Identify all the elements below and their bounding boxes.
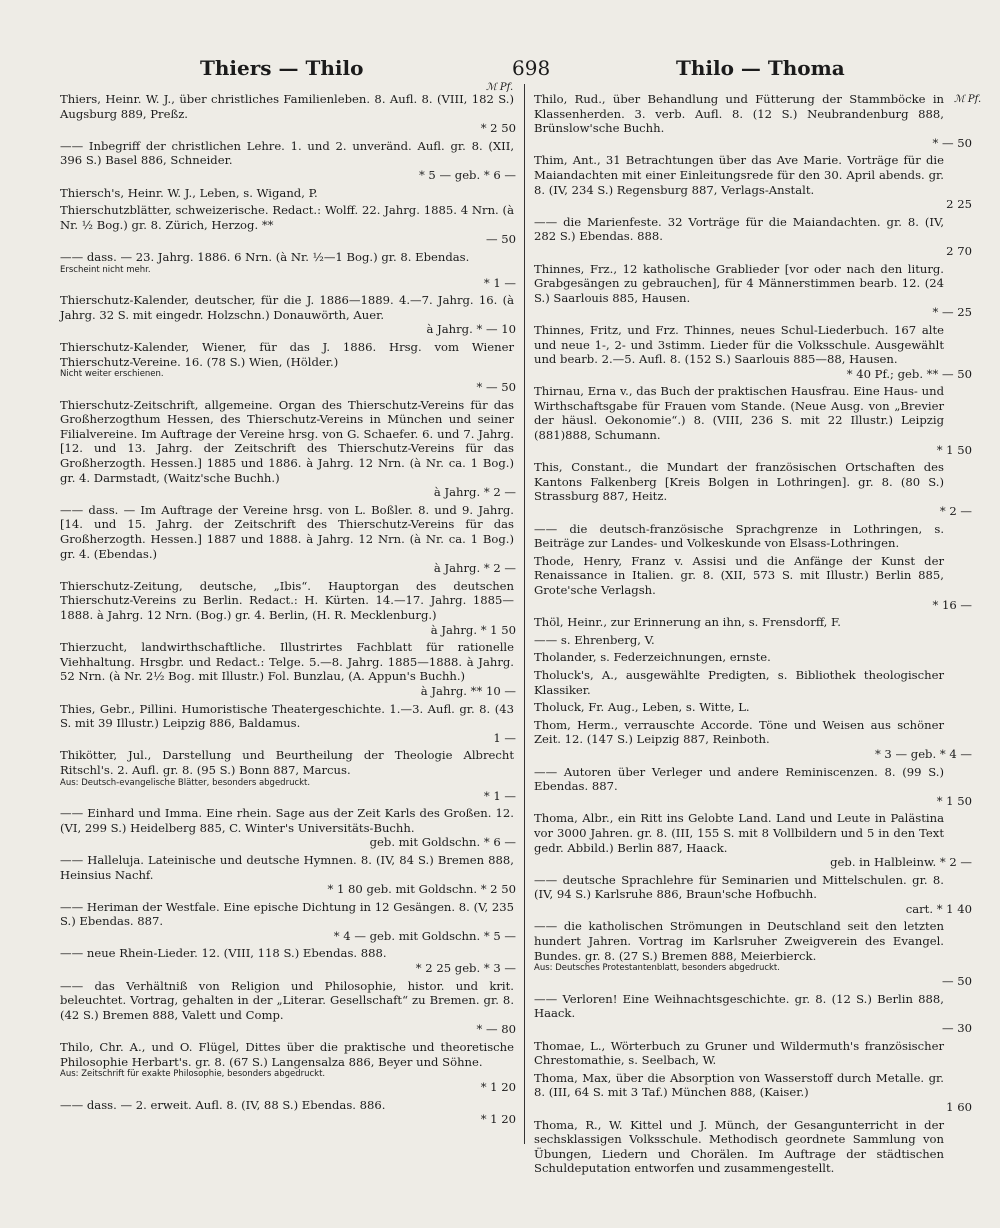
entry-price: geb. mit Goldschn. * 6 — (369, 835, 516, 850)
entry-price: * 3 — geb. * 4 — (874, 746, 972, 761)
entry-price: * 1 80 geb. mit Goldschn. * 2 50 (327, 882, 516, 897)
catalog-entry (60, 250, 516, 290)
catalog-entry (534, 919, 972, 989)
catalog-entry (60, 503, 516, 576)
entry-price: — 50 (941, 974, 972, 989)
catalog-entry (534, 991, 972, 1036)
catalog-entry (60, 806, 516, 850)
catalog-entry (534, 872, 972, 917)
catalog-entry (60, 946, 516, 975)
entry-note: Aus: Deutsch-evangelische Blätter, besonders abgedruckt. (60, 777, 311, 788)
entry-price: * — 80 (476, 1022, 516, 1037)
entry-price: cart. * 1 40 (905, 901, 972, 916)
entry-text: Tholuck, Fr. Aug., Leben, s. Witte, L. (534, 700, 750, 715)
catalog-entry (60, 748, 516, 803)
entry-note: Aus: Zeitschrift für exakte Philosophie, besonders abgedruckt. (60, 1069, 326, 1080)
entry-text: Thilo, Chr. A., und O. Flügel, Dittes über die praktische und theoretische Philosophie Herbart's. gr. 8. (67 S.) Langensalza 886, Beyer und Söhne. (60, 1040, 514, 1069)
currency-header-right: ℳ Pf. (954, 94, 982, 105)
entry-text: —— dass. — 23. Jahrg. 1886. 6 Nrn. (à Nr. ½—1 Bog.) gr. 8. Ebendas. (60, 249, 470, 264)
catalog-entry (60, 92, 516, 136)
entry-price: * 40 Pf.; geb. ** — 50 (846, 366, 972, 381)
entry-text: Thinnes, Frz., 12 katholische Grablieder [vor oder nach den liturg. Grabgesängen zu gebrauchen], für 4 Männerstimmen bearb. 12. (24 S.) Saarlouis 885, Hausen. (534, 261, 944, 305)
entry-price: à Jahrg. * 1 50 (430, 622, 516, 637)
entry-price: 1 60 (946, 1100, 972, 1114)
catalog-entry (534, 764, 972, 809)
entry-price: 2 25 (946, 197, 972, 212)
entry-note: Erscheint nicht mehr. (60, 264, 151, 275)
catalog-entry (60, 979, 516, 1037)
catalog-entry (534, 1118, 964, 1176)
entry-price: à Jahrg. * 2 — (433, 485, 516, 500)
catalog-entry (534, 668, 964, 697)
entry-text: This, Constant., die Mundart der französischen Ortschaften des Kantons Falkenberg [Kreis Bolgen in Lothringen]. gr. 8. (80 S.) Strassburg 887, Heitz. (534, 460, 944, 504)
catalog-entry (60, 853, 516, 897)
entry-text: —— Inbegriff der christlichen Lehre. 1. und 2. unveränd. Aufl. gr. 8. (XII, 396 S.) Basel 886, Schneider. (60, 138, 514, 168)
entry-text: —— die katholischen Strömungen in Deutschland seit den letzten hundert Jahren. Vortrag im Karlsruher Zweigverein des Evangel. Bundes. gr. 8. (27 S.) Bremen 888, Meierbierck. (534, 919, 944, 963)
entry-text: —— die deutsch-französische Sprachgrenze in Lothringen, s. Beiträge zur Landes- und Volkeskunde von Elsass-Lothringen. (534, 521, 944, 551)
column-divider (524, 84, 525, 1144)
entry-price: * 1 50 (936, 793, 972, 808)
entry-price: — 50 (485, 232, 516, 247)
catalog-entry (60, 293, 516, 337)
entry-text: Thoma, R., W. Kittel und J. Münch, der Gesangunterricht in der sechsklassigen Volksschule. Methodisch geordnete Sammlung von Übungen, Liedern und Chorälen. Im Auftrage der städtischen Schuldeputation entworfen und zusammengestellt. (534, 1117, 944, 1176)
entry-text: Thierschutz-Zeitung, deutsche, „Ibis“. Hauptorgan des deutschen Thierschutz-Vereins zu Berlin. Redact.: H. Kürten. 14.—17. Jahrg. 1885—1888. à Jahrg. 12 Nrn. (Bog.) gr. 4. Berlin, (H. R. Mecklenburg.) (60, 578, 514, 622)
catalog-entry (534, 214, 972, 259)
entry-price: geb. in Halbleinw. * 2 — (830, 855, 972, 870)
entry-price: à Jahrg. * — 10 (426, 322, 516, 337)
entry-text: Thirnau, Erna v., das Buch der praktischen Hausfrau. Eine Haus- und Wirthschaftsgabe für Frauen vom Stande. (Neue Ausg. von „Brevier der häusl. Oekonomie“.) 8. (VIII, 236 S. mit 22 Illustr.) Leipzig (881)888, Schumann. (534, 384, 944, 443)
running-head-left: Thiers — Thilo (200, 56, 364, 80)
entry-text: Tholuck's, A., ausgewählte Predigten, s. Bibliothek theologischer Klassiker. (534, 667, 944, 697)
entry-text: —— dass. — Im Auftrage der Vereine hrsg. von L. Boßler. 8. und 9. Jahrg. [14. und 15. Jahrg. der Zeitschrift des Thierschutz-Vereins für das Großherzogth. Hessen.] 1887 und 1888. à Jahrg. 12 Nrn. (à Nr. ca. 1 Bog.) gr. 4. (Ebendas.) (60, 502, 514, 561)
entry-text: Thim, Ant., 31 Betrachtungen über das Ave Marie. Vorträge für die Maiandachten mit einer Einleitungsrede für den 30. April abends. gr. 8. (IV, 234 S.) Regensburg 887, Verlags-Anstalt. (534, 153, 944, 197)
entry-price: * 4 — geb. mit Goldschn. * 5 — (333, 928, 516, 943)
catalog-entry (60, 702, 516, 746)
catalog-entry (60, 139, 516, 183)
entry-note: Nicht weiter erschienen. (60, 369, 164, 380)
entry-text: Thomae, L., Wörterbuch zu Gruner und Wildermuth's französischer Chrestomathie, s. Seelbach, W. (534, 1038, 944, 1068)
entry-text: Thierschutzblätter, schweizerische. Redact.: Wolff. 22. Jahrg. 1885. 4 Nrn. (à Nr. ½ Bog.) gr. 8. Zürich, Herzog. ** (60, 203, 514, 232)
entry-text: Thoma, Albr., ein Ritt ins Gelobte Land. Land und Leute in Palästina vor 3000 Jahren. gr. 8. (III, 155 S. mit 8 Vollbildern und 5 in den Text gedr. Abbild.) Berlin 887, Haack. (534, 811, 944, 855)
entry-price: * 16 — (932, 597, 972, 612)
catalog-entry (534, 384, 972, 457)
catalog-entry (534, 700, 964, 715)
catalog-entry (534, 460, 972, 519)
catalog-entry (60, 640, 516, 698)
catalog-entry (60, 340, 516, 395)
entry-price: * 1 — (483, 788, 516, 803)
entry-price: * 1 — (483, 275, 516, 290)
entry-price: à Jahrg. ** 10 — (420, 683, 516, 698)
entry-price: * — 50 (476, 380, 516, 395)
catalog-entry (534, 1039, 964, 1068)
entry-text: Thies, Gebr., Pillini. Humoristische Theatergeschichte. 1.—3. Aufl. gr. 8. (43 S. mit 39 Illustr.) Leipzig 886, Baldamus. (60, 701, 514, 731)
entry-price: 2 70 (946, 243, 972, 258)
currency-header-left: ℳ Pf. (486, 82, 514, 93)
entry-price: * 1 50 (936, 442, 972, 457)
entry-text: —— Verloren! Eine Weihnachtsgeschichte. gr. 8. (12 S.) Berlin 888, Haack. (534, 991, 944, 1021)
catalog-entry (60, 398, 516, 500)
entry-text: —— Einhard und Imma. Eine rhein. Sage aus der Zeit Karls des Großen. 12. (VI, 299 S.) Heidelberg 885, C. Winter's Universitäts-Buchh. (60, 806, 514, 835)
entry-price: à Jahrg. * 2 — (433, 561, 516, 576)
entry-text: —— die Marienfeste. 32 Vorträge für die Maiandachten. gr. 8. (IV, 282 S.) Ebendas. 888. (534, 214, 944, 244)
entry-price: * 1 20 (480, 1112, 516, 1127)
entry-text: —— dass. — 2. erweit. Aufl. 8. (IV, 88 S.) Ebendas. 886. (60, 1097, 386, 1112)
catalog-entry (60, 579, 516, 637)
catalog-entry (60, 203, 516, 247)
entry-text: —— neue Rhein-Lieder. 12. (VIII, 118 S.) Ebendas. 888. (60, 946, 387, 961)
running-head-right: Thilo — Thoma (676, 56, 845, 80)
catalog-entry (534, 553, 972, 612)
entry-text: Tholander, s. Federzeichnungen, ernste. (534, 650, 771, 665)
entry-text: Thikötter, Jul., Darstellung und Beurtheilung der Theologie Albrecht Ritschl's. 2. Aufl. gr. 8. (95 S.) Bonn 887, Marcus. (60, 748, 514, 777)
catalog-entry (534, 717, 972, 762)
entry-text: Thierzucht, landwirthschaftliche. Illustrirtes Fachblatt für rationelle Viehhaltung. Hrsgbr. und Redact.: Telge. 5.—8. Jahrg. 1885—1888. à Jahrg. 52 Nrn. (à Nr. 2½ Bog. mit Illustr.) Fol. Bunzlau, (A. Appun's Buchh.) (60, 640, 514, 684)
entry-text: —— s. Ehrenberg, V. (534, 632, 655, 647)
entry-text: Thiersch's, Heinr. W. J., Leben, s. Wigand, P. (60, 185, 318, 200)
catalog-entry (534, 261, 972, 320)
catalog-entry (60, 186, 516, 201)
entry-text: —— Autoren über Verleger und andere Reminiscenzen. 8. (99 S.) Ebendas. 887. (534, 764, 944, 794)
catalog-entry (534, 633, 964, 648)
entry-text: Thoma, Max, über die Absorption von Wasserstoff durch Metalle. gr. 8. (III, 64 S. mit 3 Taf.) München 888, (Kaiser.) (534, 1070, 944, 1100)
entry-text: —— das Verhältniß von Religion und Philosophie, histor. und krit. beleuchtet. Vortrag, gehalten in der „Literar. Gesellschaft“ zu Bremen. gr. 8. (42 S.) Bremen 888, Valett und Comp. (60, 978, 514, 1022)
entry-text: Thierschutz-Kalender, Wiener, für das J. 1886. Hrsg. vom Wiener Thierschutz-Vereine. 16. (78 S.) Wien, (Hölder.) (60, 339, 514, 369)
entry-price: 1 — (493, 730, 516, 745)
catalog-entry (534, 811, 972, 870)
entry-text: —— deutsche Sprachlehre für Seminarien und Mittelschulen. gr. 8. (IV, 94 S.) Karlsruhe 886, Braun'sche Hofbuchh. (534, 872, 944, 902)
catalog-entry (60, 1098, 516, 1127)
catalog-entry (534, 322, 972, 381)
entry-text: Thom, Herm., verrauschte Accorde. Töne und Weisen aus schöner Zeit. 12. (147 S.) Leipzig 887, Reinboth. (534, 717, 944, 747)
entry-text: Thinnes, Fritz, und Frz. Thinnes, neues Schul-Liederbuch. 167 alte und neue 1-, 2- und 3stimm. Lieder für die Volksschule. Ausgewählt und bearb. 2.—5. Aufl. 8. (152 S.) Saarlouis 885—88, Hausen. (534, 322, 944, 367)
entry-price: * — 50 (932, 135, 972, 150)
catalog-entry (534, 615, 964, 630)
entry-price: * 5 — geb. * 6 — (418, 167, 516, 182)
entry-text: Thöl, Heinr., zur Erinnerung an ihn, s. Frensdorff, F. (534, 615, 841, 630)
catalog-entry (534, 522, 964, 551)
entry-price: * — 25 (932, 305, 972, 320)
page-number: 698 (512, 56, 551, 80)
catalog-entry (60, 900, 516, 944)
entry-text: Thierschutz-Kalender, deutscher, für die J. 1886—1889. 4.—7. Jahrg. 16. (à Jahrg. 32 S. mit eingedr. Holzschn.) Donauwörth, Auer. (60, 293, 514, 322)
catalog-entry (534, 650, 964, 665)
catalog-entry (60, 1040, 516, 1095)
entry-text: Thiers, Heinr. W. J., über christliches Familienleben. 8. Aufl. 8. (VIII, 182 S.) Augsburg 889, Preßz. (60, 92, 514, 121)
entry-note: Aus: Deutsches Protestantenblatt, besonders abgedruckt. (534, 963, 780, 974)
catalog-entry (534, 1070, 972, 1115)
entry-price: * 1 20 (480, 1080, 516, 1095)
entry-text: Thierschutz-Zeitschrift, allgemeine. Organ des Thierschutz-Vereins für das Großherzogthum Hessen, des Thierschutz-Vereins in München und seiner Filialvereine. Im Auftrage der Vereine hrsg. von G. Schaefer. 6. und 7. Jahrg. [12. und 13. Jahrg. der Zeitschrift des Thierschutz-Vereins für das Großherzogth. Hessen.] 1885 und 1886. à Jahrg. 12 Nrn. (à Nr. ca. 1 Bog.) gr. 4. Darmstadt, (Waitz'sche Buchh.) (60, 397, 514, 485)
entry-text: —— Heriman der Westfale. Eine epische Dichtung in 12 Gesängen. 8. (V, 235 S.) Ebendas. 887. (60, 899, 514, 929)
entry-text: —— Halleluja. Lateinische und deutsche Hymnen. 8. (IV, 84 S.) Bremen 888, Heinsius Nachf. (60, 852, 514, 882)
entry-price: * 2 50 (480, 121, 516, 136)
entry-price: * 2 25 geb. * 3 — (415, 961, 516, 976)
entry-text: Thilo, Rud., über Behandlung und Fütterung der Stammböcke in Klassenherden. 3. verb. Aufl. 8. (12 S.) Neubrandenburg 888, Brünslow'sche Buchh. (534, 92, 944, 136)
entry-text: Thode, Henry, Franz v. Assisi und die Anfänge der Kunst der Renaissance in Italien. gr. 8. (XII, 573 S. mit Illustr.) Berlin 885, Grote'sche Verlagsh. (534, 553, 944, 597)
entry-price: * 2 — (939, 504, 972, 519)
entry-price: — 30 (941, 1021, 972, 1036)
left-column (60, 92, 516, 1130)
catalog-entry (534, 153, 972, 212)
